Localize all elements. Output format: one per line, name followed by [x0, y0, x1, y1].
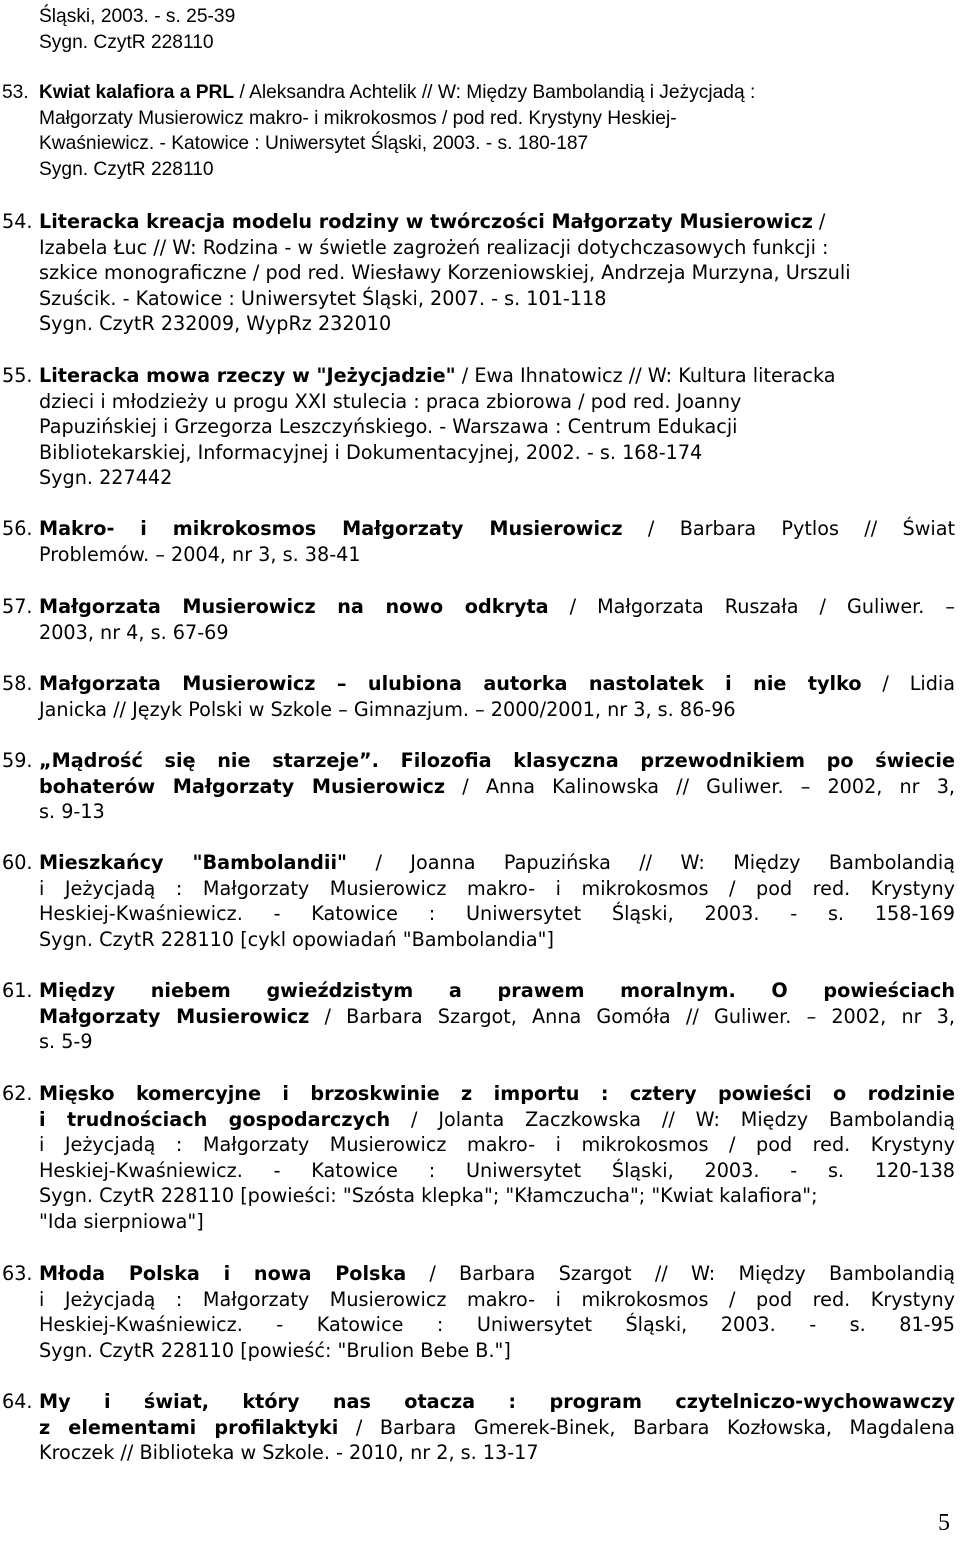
bibliography-entry-54	[2, 209, 955, 337]
entry-number: 55.	[2, 364, 33, 387]
entry-number: 60.	[2, 851, 33, 874]
entry-number: 56.	[2, 517, 33, 540]
entry-title: Literacka kreacja modelu rodziny w twórczości Małgorzaty Musierowicz	[39, 210, 813, 233]
entry-number: 63.	[2, 1262, 33, 1285]
entry-number: 59.	[2, 749, 33, 772]
bibliography-entry-62	[2, 1081, 955, 1235]
entry-title: „Mądrość się nie starzeje”. Filozofia klasyczna przewodnikiem po świecie	[39, 749, 955, 772]
entry-title: Makro- i mikrokosmos Małgorzaty Musierowicz	[39, 517, 623, 540]
entry-text-line: Heskiej-Kwaśniewicz. - Katowice : Uniwersytet Śląski, 2003. - s. 158-169	[39, 902, 955, 926]
entry-text-line: z elementami profilaktyki / Barbara Gmerek-Binek, Barbara Kozłowska, Magdalena	[39, 1415, 955, 1439]
entry-text-line: Sygn. 227442	[39, 466, 173, 490]
entry-text-line: Literacka mowa rzeczy w "Jeżycjadzie" / Ewa Ihnatowicz // W: Kultura literacka	[39, 364, 836, 387]
entry-text-line: bohaterów Małgorzaty Musierowicz / Anna Kalinowska // Guliwer. – 2002, nr 3,	[39, 774, 955, 798]
entry-text-line: Sygn. CzytR 228110 [powieść: "Brulion Bebe B."]	[39, 1338, 511, 1362]
bibliography-entry-55	[2, 363, 955, 491]
entry-title: Mięsko komercyjne i brzoskwinie z importu : cztery powieści o rodzinie	[39, 1082, 955, 1105]
entry-text-line: s. 9-13	[39, 800, 105, 824]
entry-text-line: szkice monograficzne / pod red. Wiesławy Korzeniowskiej, Andrzeja Murzyna, Urszuli	[39, 261, 851, 285]
entry-text-line: i Jeżycjadą : Małgorzaty Musierowicz makro- i mikrokosmos / pod red. Krystyny	[39, 876, 955, 900]
entry-text-line: Kwiat kalafiora a PRL / Aleksandra Achtelik // W: Między Bambolandią i Jeżycjadą :	[39, 82, 756, 103]
entry-number: 57.	[2, 595, 33, 618]
entry-text-line: i trudnościach gospodarczych / Jolanta Zaczkowska // W: Między Bambolandią	[39, 1107, 955, 1131]
entry-title: My i świat, który nas otacza : program czytelniczo-wychowawczy	[39, 1390, 955, 1413]
entry-text-line: Śląski, 2003. - s. 25-39	[39, 6, 236, 27]
entry-text-line: Sygn. CzytR 228110	[39, 31, 214, 53]
entry-title: bohaterów Małgorzaty Musierowicz	[39, 774, 446, 798]
entry-text-line: 2003, nr 4, s. 67-69	[39, 620, 229, 644]
entry-text-line	[39, 1389, 955, 1415]
entry-number: 53.	[2, 82, 29, 103]
entry-text-line: Sygn. CzytR 228110	[39, 158, 214, 180]
bibliography-entry-56	[2, 516, 955, 567]
entry-text-line: Młoda Polska i nowa Polska / Barbara Szargot // W: Między Bambolandią	[39, 1262, 955, 1285]
entry-number: 62.	[2, 1082, 33, 1105]
entry-text-line: Małgorzata Musierowicz na nowo odkryta / Małgorzata Ruszała / Guliwer. –	[39, 595, 955, 618]
bibliography-entry-59	[2, 748, 955, 825]
entry-text-line: Sygn. CzytR 228110 [cykl opowiadań "Bambolandia"]	[39, 927, 554, 951]
entry-text-line: "Ida sierpniowa"]	[39, 1209, 204, 1233]
entry-text-line	[39, 1081, 955, 1107]
bibliography-entry-60	[2, 850, 955, 952]
bibliography-entry-53	[2, 80, 955, 182]
entry-number: 54.	[2, 210, 33, 233]
entry-number: 58.	[2, 672, 33, 695]
page-number: 5	[938, 1510, 950, 1536]
entry-number: 64.	[2, 1390, 33, 1413]
entry-text-line: Małgorzaty Musierowicz makro- i mikrokosmos / pod red. Krystyny Heskiej-	[39, 107, 677, 129]
entry-text-line: Bibliotekarskiej, Informacyjnej i Dokumentacyjnej, 2002. - s. 168-174	[39, 440, 703, 464]
entry-number: 61.	[2, 979, 33, 1002]
entry-text-line	[39, 748, 955, 774]
entry-text-line: Papuzińskiej i Grzegorza Leszczyńskiego. - Warszawa : Centrum Edukacji	[39, 415, 738, 439]
entry-text-line: Szuścik. - Katowice : Uniwersytet Śląski, 2007. - s. 101-118	[39, 286, 607, 310]
entry-text-line: Małgorzaty Musierowicz / Barbara Szargot, Anna Gomóła // Guliwer. – 2002, nr 3,	[39, 1004, 955, 1028]
entry-text-line: Literacka kreacja modelu rodziny w twórczości Małgorzaty Musierowicz /	[39, 210, 826, 233]
entry-title: i trudnościach gospodarczych	[39, 1107, 391, 1131]
entry-text-line: Problemów. – 2004, nr 3, s. 38-41	[39, 542, 361, 566]
entry-text-line: Heskiej-Kwaśniewicz. - Katowice : Uniwersytet Śląski, 2003. - s. 120-138	[39, 1158, 955, 1182]
entry-text-line: Kwaśniewicz. - Katowice : Uniwersytet Śląski, 2003. - s. 180-187	[39, 133, 589, 155]
entry-text-line: dzieci i młodzieży u progu XXI stulecia : praca zbiorowa / pod red. Joanny	[39, 389, 742, 413]
entry-title: z elementami profilaktyki	[39, 1415, 339, 1439]
entry-text-line: Kroczek // Biblioteka w Szkole. - 2010, nr 2, s. 13-17	[39, 1441, 539, 1465]
entry-text-line: Sygn. CzytR 228110 [powieści: "Szósta klepka"; "Kłamczucha"; "Kwiat kalafiora";	[39, 1184, 818, 1208]
entry-text-line: Małgorzata Musierowicz – ulubiona autorka nastolatek i nie tylko / Lidia	[39, 672, 955, 695]
entry-text-line: Sygn. CzytR 232009, WypRz 232010	[39, 312, 392, 336]
entry-text-line	[39, 978, 955, 1004]
entry-title: Między niebem gwieździstym a prawem moralnym. O powieściach	[39, 979, 955, 1002]
entry-title: Mieszkańcy "Bambolandii"	[39, 851, 348, 874]
bibliography-entry-61	[2, 978, 955, 1055]
bibliography-entry-57	[2, 594, 955, 645]
entry-title: Małgorzata Musierowicz – ulubiona autorka nastolatek i nie tylko	[39, 672, 862, 695]
entry-title: Małgorzata Musierowicz na nowo odkryta	[39, 595, 549, 618]
entry-text-line: Mieszkańcy "Bambolandii" / Joanna Papuzińska // W: Między Bambolandią	[39, 851, 955, 874]
entry-text-line: Heskiej-Kwaśniewicz. - Katowice : Uniwersytet Śląski, 2003. - s. 81-95	[39, 1313, 955, 1337]
entry-title: Literacka mowa rzeczy w "Jeżycjadzie"	[39, 364, 456, 387]
entry-title: Kwiat kalafiora a PRL	[39, 82, 235, 103]
bibliography-entry-64	[2, 1389, 955, 1466]
entry-text-line: Janicka // Język Polski w Szkole – Gimnazjum. – 2000/2001, nr 3, s. 86-96	[39, 697, 736, 721]
entry-title: Małgorzaty Musierowicz	[39, 1004, 310, 1028]
entry-text-line: i Jeżycjadą : Małgorzaty Musierowicz makro- i mikrokosmos / pod red. Krystyny	[39, 1287, 955, 1311]
entry-52-tail	[39, 4, 955, 55]
bibliography-entry-58	[2, 671, 955, 722]
entry-text-line: Makro- i mikrokosmos Małgorzaty Musierowicz / Barbara Pytlos // Świat	[39, 517, 955, 540]
entry-text-line: i Jeżycjadą : Małgorzaty Musierowicz makro- i mikrokosmos / pod red. Krystyny	[39, 1133, 955, 1157]
entry-title: Młoda Polska i nowa Polska	[39, 1262, 407, 1285]
bibliography-entry-63	[2, 1261, 955, 1363]
entry-text-line: s. 5-9	[39, 1030, 93, 1054]
entry-text-line: Izabela Łuc // W: Rodzina - w świetle zagrożeń realizacji dotychczasowych funkcji :	[39, 235, 829, 259]
